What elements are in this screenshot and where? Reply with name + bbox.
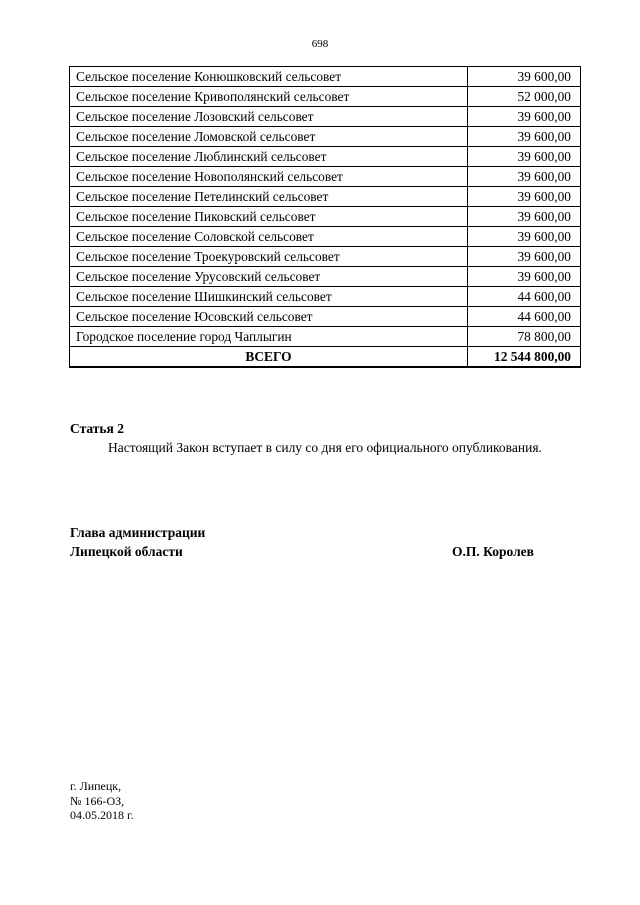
table-row [70, 67, 581, 87]
settlement-amount: 39 600,00 [468, 127, 581, 147]
settlement-amount: 44 600,00 [468, 307, 581, 327]
settlement-name: Сельское поселение Лозовский сельсовет [70, 107, 468, 127]
signature-title-line2: Липецкой области [70, 544, 183, 559]
settlement-amount: 52 000,00 [468, 87, 581, 107]
settlement-name: Сельское поселение Кривополянский сельсовет [70, 87, 468, 107]
table-row [70, 247, 581, 267]
settlement-amount: 39 600,00 [468, 147, 581, 167]
table-row [70, 87, 581, 107]
settlement-name: Сельское поселение Ломовской сельсовет [70, 127, 468, 147]
total-amount: 12 544 800,00 [468, 347, 581, 368]
table-row [70, 127, 581, 147]
settlement-name: Сельское поселение Конюшковский сельсовет [70, 67, 468, 87]
signature-title-line1: Глава администрации [70, 525, 206, 540]
settlement-amount: 39 600,00 [468, 207, 581, 227]
settlement-amount: 39 600,00 [468, 267, 581, 287]
settlement-name: Городское поселение город Чаплыгин [70, 327, 468, 347]
page-number: 698 [311, 38, 329, 50]
settlement-name: Сельское поселение Новополянский сельсовет [70, 167, 468, 187]
settlement-name: Сельское поселение Соловской сельсовет [70, 227, 468, 247]
settlement-amount: 39 600,00 [468, 247, 581, 267]
settlement-amount: 78 800,00 [468, 327, 581, 347]
article-heading: Статья 2 [70, 421, 124, 436]
settlement-amount: 39 600,00 [468, 167, 581, 187]
signature-name: О.П. Королев [452, 544, 534, 559]
total-row [70, 347, 581, 368]
footer-date: 04.05.2018 г. [70, 808, 134, 822]
table-row [70, 207, 581, 227]
settlement-name: Сельское поселение Люблинский сельсовет [70, 147, 468, 167]
total-label: ВСЕГО [70, 347, 468, 368]
settlement-amount: 39 600,00 [468, 187, 581, 207]
table-body [70, 67, 581, 368]
table-row [70, 167, 581, 187]
settlement-amount: 44 600,00 [468, 287, 581, 307]
article-text: Настоящий Закон вступает в силу со дня его официального опубликования. [108, 440, 542, 455]
table-row [70, 327, 581, 347]
table-row [70, 187, 581, 207]
table-row [70, 287, 581, 307]
settlement-amount: 39 600,00 [468, 107, 581, 127]
settlement-amount: 39 600,00 [468, 67, 581, 87]
settlement-name: Сельское поселение Троекуровский сельсовет [70, 247, 468, 267]
footer-city: г. Липецк, [70, 779, 122, 793]
settlement-name: Сельское поселение Шишкинский сельсовет [70, 287, 468, 307]
settlement-name: Сельское поселение Пиковский сельсовет [70, 207, 468, 227]
settlement-amount: 39 600,00 [468, 227, 581, 247]
table-row [70, 147, 581, 167]
table-row [70, 227, 581, 247]
budget-table [69, 66, 581, 368]
settlement-name: Сельское поселение Урусовский сельсовет [70, 267, 468, 287]
table-row [70, 307, 581, 327]
table-row [70, 267, 581, 287]
table-row [70, 107, 581, 127]
settlement-name: Сельское поселение Петелинский сельсовет [70, 187, 468, 207]
settlement-name: Сельское поселение Юсовский сельсовет [70, 307, 468, 327]
footer-law-number: № 166-ОЗ, [70, 794, 125, 808]
